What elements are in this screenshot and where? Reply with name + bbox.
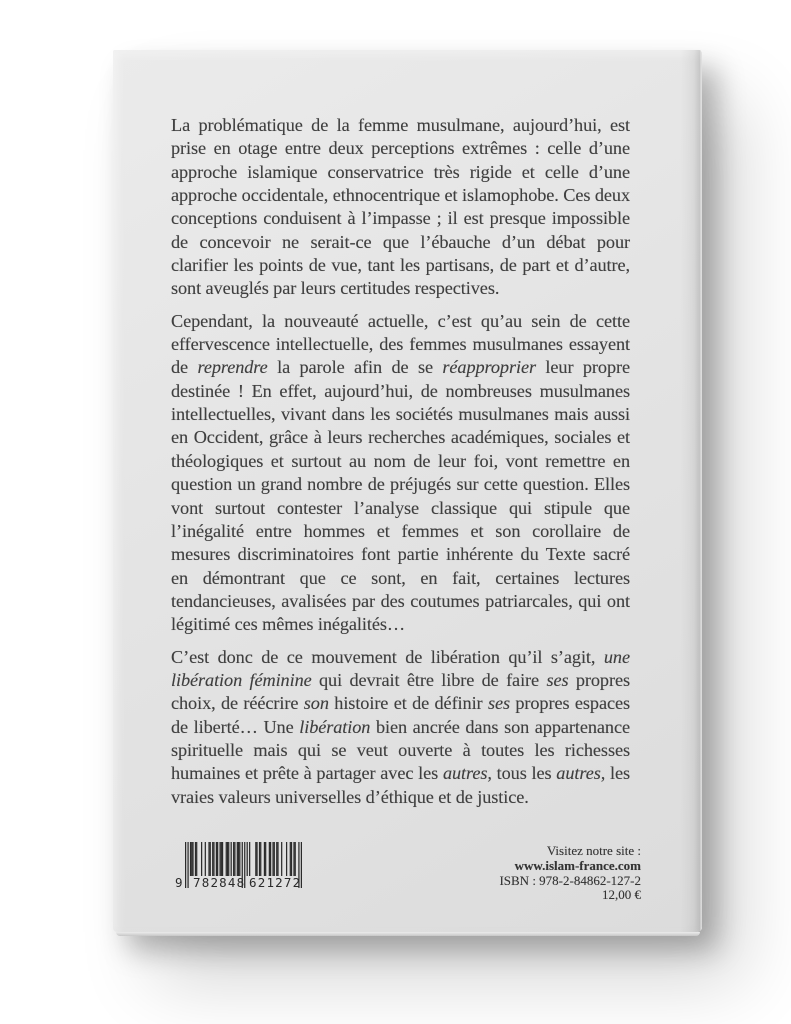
book-back-cover	[113, 50, 702, 932]
paragraph: La problématique de la femme musulmane, aujourd’hui, est prise en otage entre deux perceptions extrêmes : celle d’une approche islamique conservatrice très rigide et celle d’une approche occidentale, ethnocentrique et islamophobe. Ces deux conceptions conduisent à l’impasse ; il est presque impossible de concevoir ne serait-ce que l’ébauche d’un débat pour clarifier les points de vue, tant les partisans, de part et d’autre, sont aveuglés par leurs certitudes respectives.	[171, 115, 630, 299]
back-cover-blurb	[171, 114, 630, 809]
barcode	[175, 842, 302, 890]
barcode-digits-left-group: 782848	[193, 875, 246, 890]
paragraph: Cependant, la nouveauté actuelle, c’est qu’au sein de cette effervescence intellectuelle, des femmes musulmanes essayent de reprendre la parole afin de se réapproprier leur propre destinée ! En effet, aujourd’hui, de nombreuses musulmanes intellectuelles, vivant dans les sociétés musulmanes mais aussi en Occident, grâce à leurs recherches académiques, sociales et théologiques et surtout au nom de leur foi, vont remettre en question un grand nombre de préjugés sur cette question. Elles vont surtout contester l’analyse classique qui stipule que l’inégalité entre hommes et femmes et son corollaire de mesures discriminatoires font partie inhérente du Texte sacré en démontrant que ce sont, en fait, certaines lectures tendancieuses, avalisées par des coutumes patriarcales, qui ont légitimé ces mêmes inégalités…	[171, 310, 630, 635]
isbn-label: ISBN : 978-2-84862-127-2	[499, 872, 641, 888]
visit-site-label: Visitez notre site :	[546, 843, 641, 858]
publisher-info	[499, 844, 641, 903]
page-block-edge	[680, 50, 702, 932]
paragraph: C’est donc de ce mouvement de libération qu’il s’agit, une libération féminine qui devrait être libre de faire ses propres choix, de réécrire son histoire et de définir ses propres espaces de liberté… Une libération bien ancrée dans son appartenance spirituelle mais qui se veut ouverte à toutes les richesses humaines et prête à partager avec les autres, tous les autres, les vraies valeurs universelles d’éthique et de justice.	[171, 646, 630, 807]
barcode-digit-first: 9	[175, 875, 183, 890]
page-bottom-edge	[116, 932, 700, 936]
price-label: 12,00 €	[602, 887, 641, 903]
barcode-digits-right-group: 621272	[249, 875, 302, 890]
website-url: www.islam-france.com	[514, 857, 641, 873]
